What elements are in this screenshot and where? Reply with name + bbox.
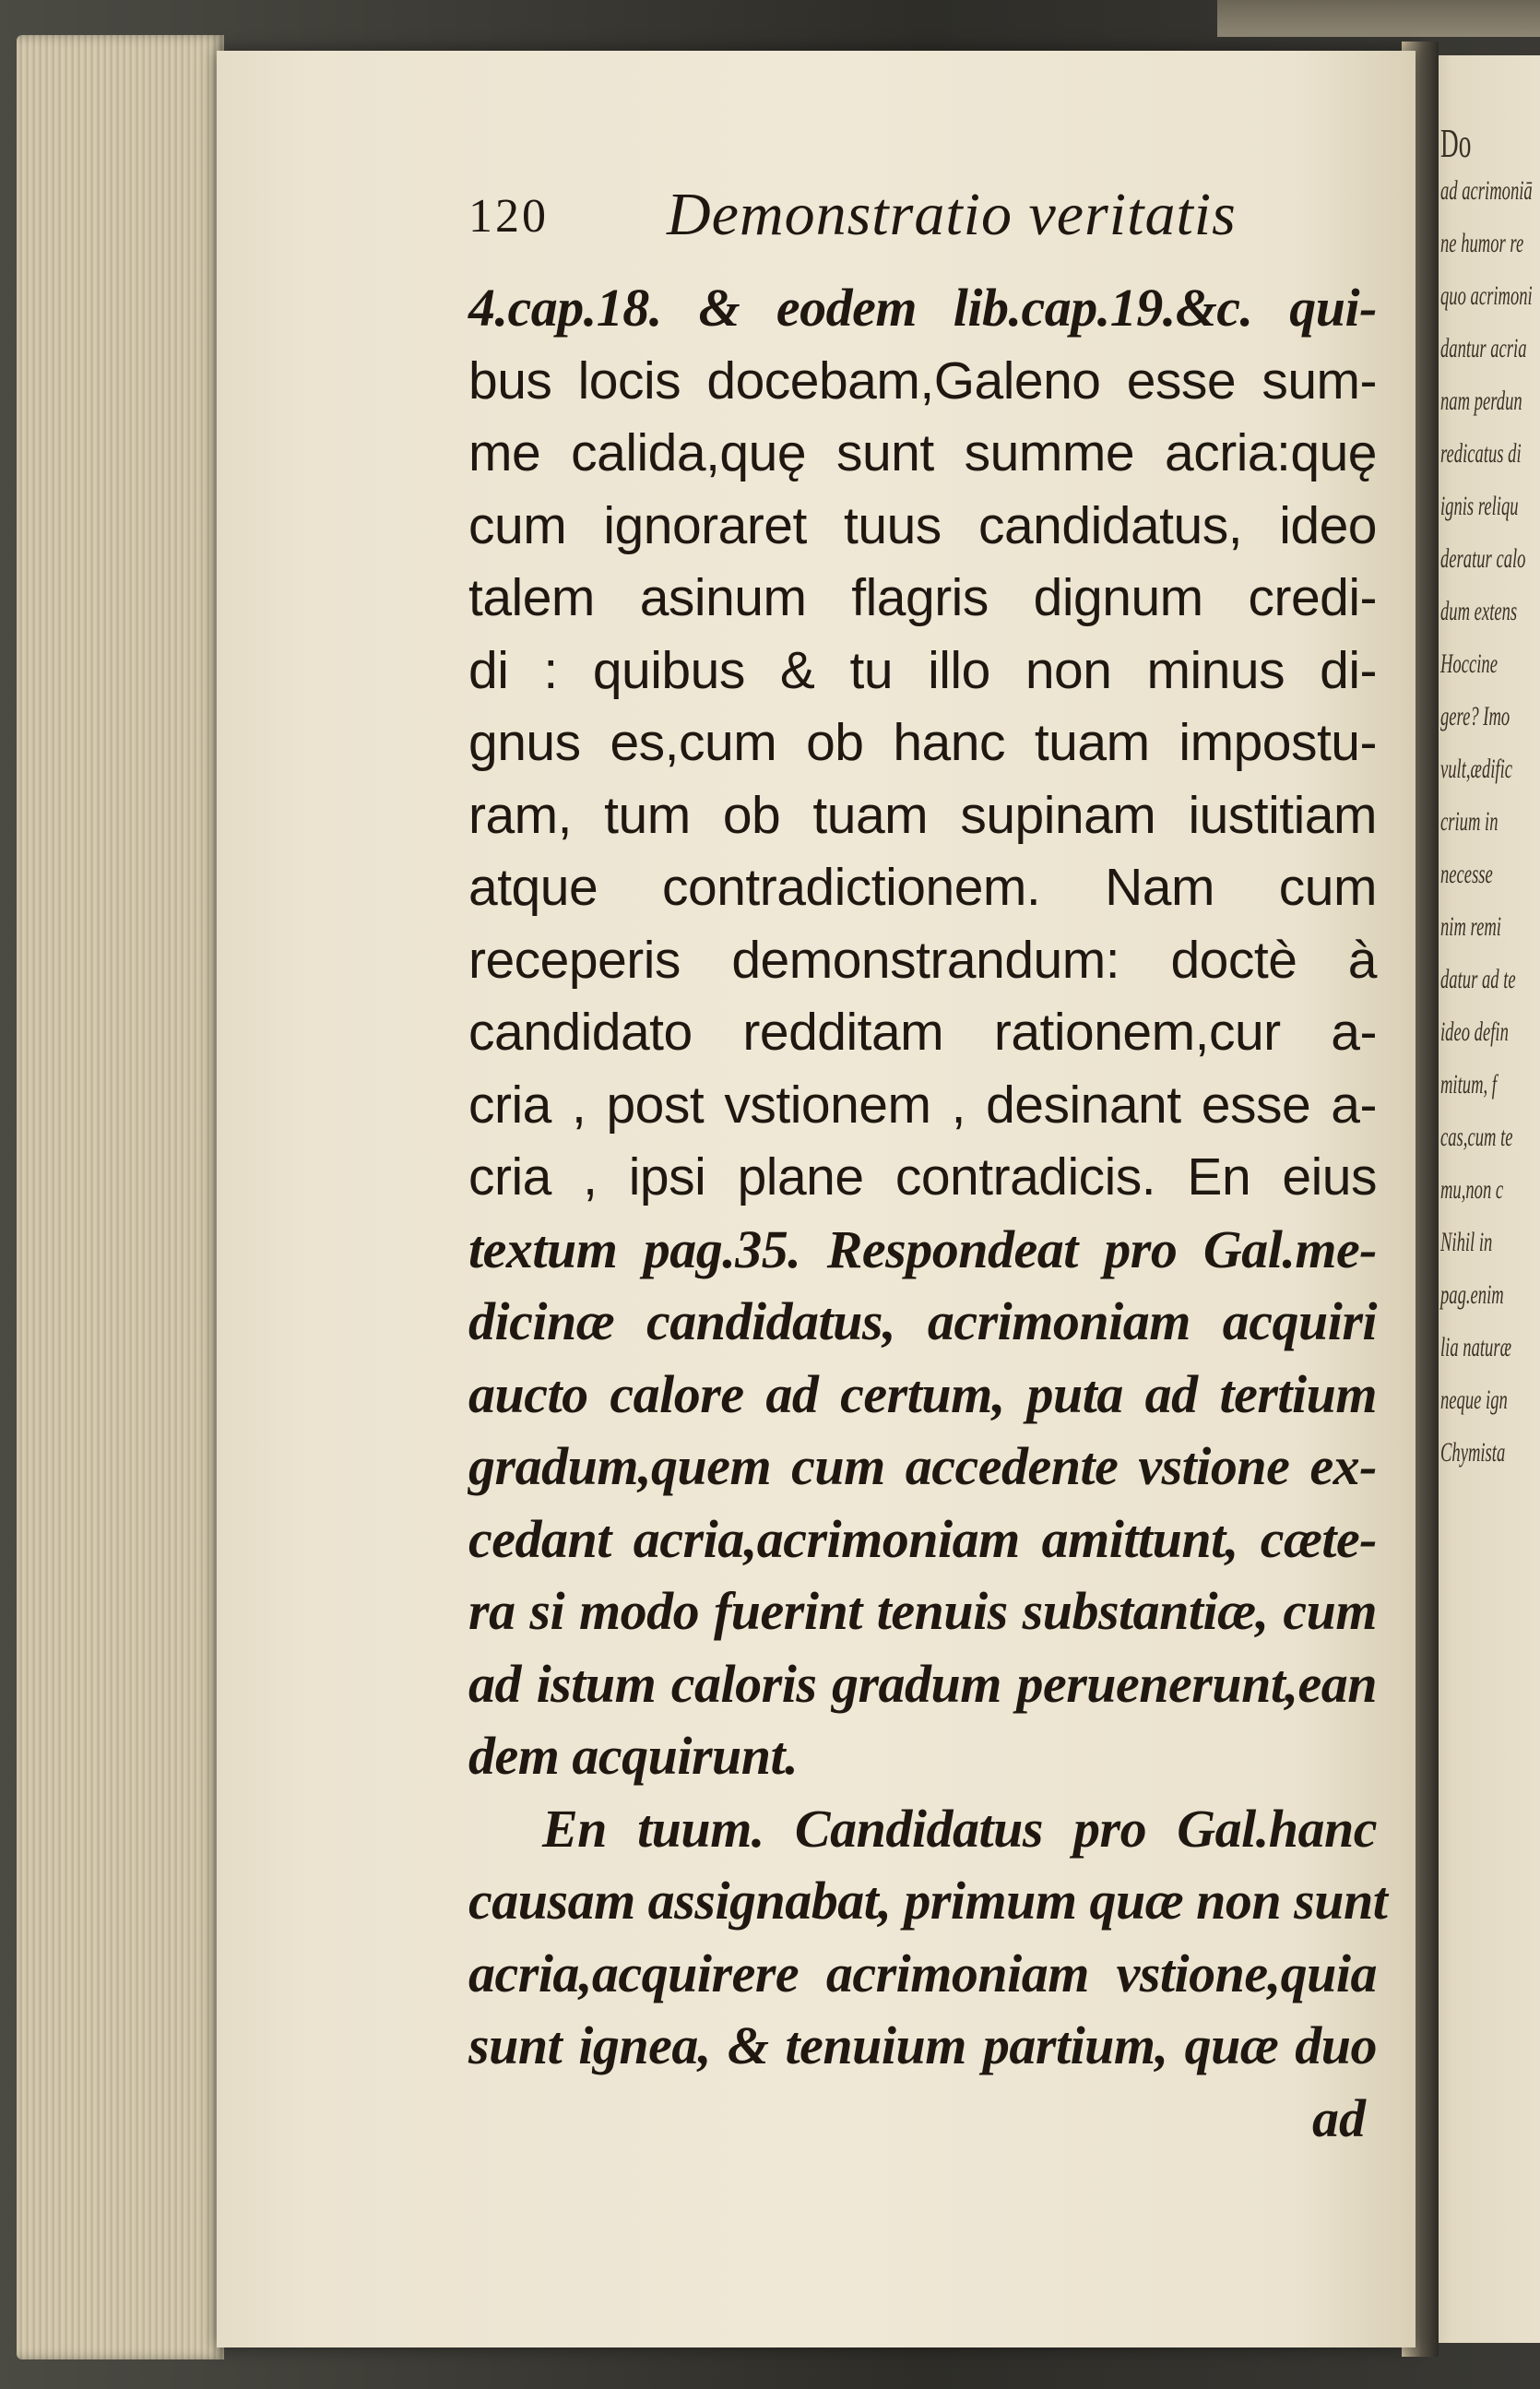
binding-strip <box>1217 0 1540 37</box>
text-line: di : quibus & tu illo non minus di- <box>468 640 1377 700</box>
text-line: acria,acquirere acrimoniam vstione,quia <box>468 1943 1377 2003</box>
page-number: 120 <box>468 190 549 243</box>
text-line: receperis demonstrandum: doctè à <box>468 930 1377 990</box>
text-line: cum ignoraret tuus candidatus, ideo <box>468 495 1377 555</box>
facing-page-fragment: redicatus di <box>1440 438 1522 469</box>
facing-page-fragment: vult,ædific <box>1440 754 1513 784</box>
facing-page-fragment: ignis reliqu <box>1440 491 1519 521</box>
text-line: cria , post vstionem , desinant esse a- <box>468 1075 1377 1135</box>
facing-page-fragment: lia naturæ <box>1440 1332 1512 1362</box>
facing-page-fragment: necesse <box>1440 859 1493 889</box>
text-line: dicinæ candidatus, acrimoniam acquiri <box>468 1291 1377 1351</box>
page-header <box>468 180 1377 272</box>
running-head: Demonstratio veritatis <box>667 181 1237 248</box>
text-line: gnus es,cum ob hanc tuam impostu- <box>468 713 1377 772</box>
text-line: dem acquirunt. <box>468 1726 799 1786</box>
facing-page-fragment: gere? Imo <box>1440 701 1510 731</box>
facing-page-fragment: ideo defin <box>1440 1016 1509 1047</box>
text-line: atque contradictionem. Nam cum <box>468 858 1377 917</box>
text-line: cedant acria,acrimoniam amittunt, cæte- <box>468 1508 1377 1569</box>
facing-page-fragment: quo acrimoni <box>1440 280 1533 311</box>
facing-page-fragment: crium in <box>1440 806 1499 837</box>
page-edges <box>17 35 224 2359</box>
text-line: sunt ignea, & tenuium partium, quæ duo <box>468 2015 1377 2075</box>
facing-page-fragment: mu,non c <box>1440 1174 1504 1205</box>
text-line: En tuum. Candidatus pro Gal.hanc <box>542 1798 1377 1859</box>
facing-page-fragment: Chymista <box>1440 1437 1506 1468</box>
facing-page-fragment: mitum, f <box>1440 1069 1497 1099</box>
text-line: 4.cap.18. & eodem lib.cap.19.&c. qui- <box>468 278 1377 338</box>
facing-page-fragment: pag.enim <box>1440 1279 1504 1310</box>
text-line: cria , ipsi plane contradicis. En eius <box>468 1147 1377 1206</box>
text-line: textum pag.35. Respondeat pro Gal.me- <box>468 1218 1377 1279</box>
body-text <box>468 272 1388 2083</box>
facing-page-fragment: dum extens <box>1440 596 1518 626</box>
facing-page-fragment: nam perdun <box>1440 386 1522 416</box>
text-line: ad istum caloris gradum peruenerunt,ean <box>468 1653 1377 1714</box>
text-line: talem asinum flagris dignum credi- <box>468 568 1377 627</box>
facing-page-fragment: datur ad te <box>1440 964 1516 994</box>
facing-page-fragment: Nihil in <box>1440 1227 1493 1257</box>
text-line: me calida,quę sunt summe acria:quę <box>468 423 1377 482</box>
facing-page-fragment: ad acrimoniā <box>1440 175 1533 206</box>
text-line: candidato redditam rationem,cur a- <box>468 1003 1377 1062</box>
facing-page-fragment: neque ign <box>1440 1385 1508 1415</box>
text-line: gradum,quem cum accedente vstione ex- <box>468 1436 1377 1496</box>
facing-page-fragment: Do <box>1440 121 1472 166</box>
facing-page-fragment: ne humor re <box>1440 228 1524 258</box>
text-line: causam assignabat, primum quæ non sunt <box>468 1871 1388 1931</box>
text-line: aucto calore ad certum, puta ad tertium <box>468 1363 1377 1424</box>
facing-page-fragment: cas,cum te <box>1440 1122 1513 1152</box>
catchword: ad <box>1312 2087 1366 2148</box>
facing-page-fragment: Hoccine <box>1440 648 1498 679</box>
page-text-block <box>468 180 1388 2155</box>
facing-page-fragment: dantur acria <box>1440 333 1527 363</box>
text-line: bus locis docebam,Galeno esse sum- <box>468 351 1377 410</box>
text-line: ram, tum ob tuam supinam iustitiam <box>468 785 1377 845</box>
text-line: ra si modo fuerint tenuis substantiæ, cum <box>468 1581 1377 1641</box>
facing-page-fragment: deratur calo <box>1440 543 1526 574</box>
facing-page-fragment: nim remi <box>1440 911 1501 942</box>
